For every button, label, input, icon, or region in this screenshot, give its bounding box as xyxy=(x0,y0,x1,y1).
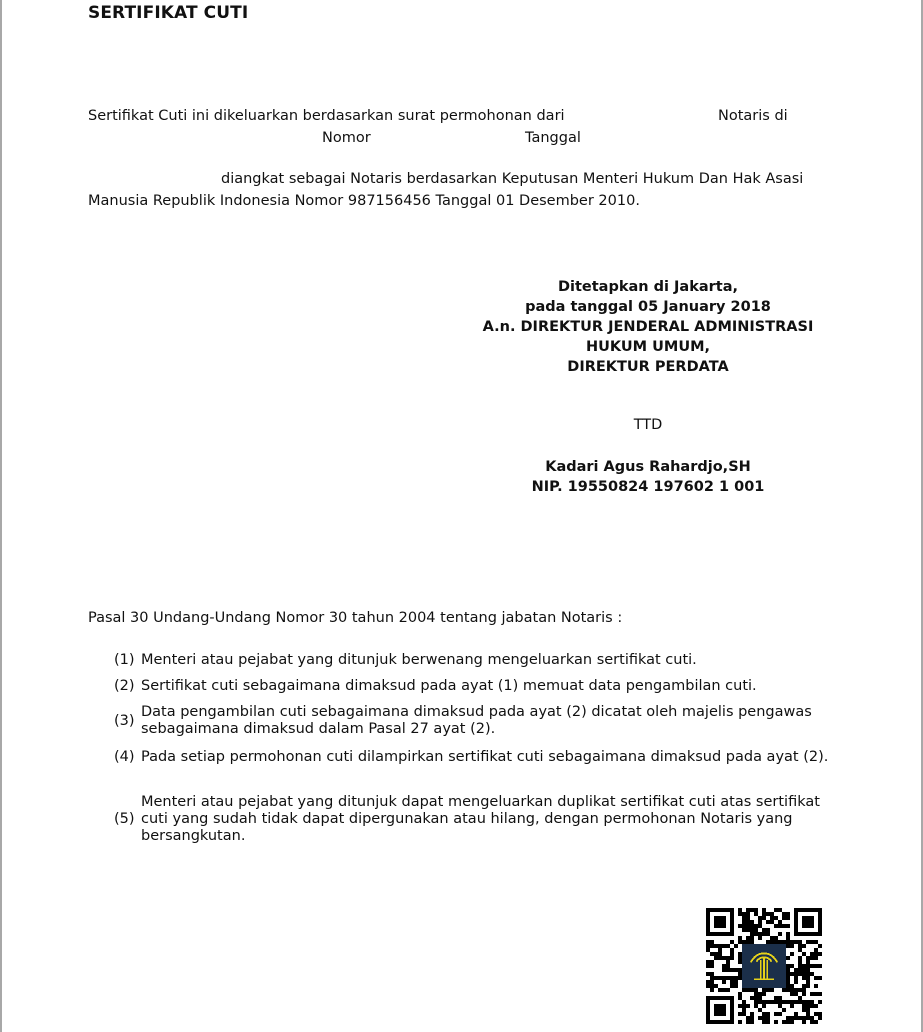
legal-item xyxy=(114,704,844,738)
legal-item-number: (3) xyxy=(114,712,135,729)
legal-item-text: Data pengambilan cuti sebagaimana dimaksud pada ayat (2) dicatat oleh majelis pengawas sebagaimana dimaksud dalam Pasal 27 ayat (2). xyxy=(141,704,812,737)
sign-position: DIREKTUR PERDATA xyxy=(567,359,729,375)
intro-notaris: Notaris di xyxy=(718,108,788,124)
legal-item-number: (2) xyxy=(114,678,135,694)
page-edge-left xyxy=(0,0,2,1032)
signer-nip: NIP. 19550824 197602 1 001 xyxy=(531,479,765,495)
intro-tanggal: Tanggal xyxy=(525,130,581,146)
appointment-line-1: diangkat sebagai Notaris berdasarkan Keputusan Menteri Hukum Dan Hak Asasi xyxy=(221,171,804,187)
intro-text: Sertifikat Cuti ini dikeluarkan berdasarkan surat permohonan dari xyxy=(88,108,565,124)
qr-code-icon xyxy=(706,908,822,1024)
appointment-line-2: Manusia Republik Indonesia Nomor 987156456 Tanggal 01 Desember 2010. xyxy=(88,193,640,209)
legal-basis-heading: Pasal 30 Undang-Undang Nomor 30 tahun 2004 tentang jabatan Notaris : xyxy=(88,610,623,626)
legal-item xyxy=(114,678,844,695)
legal-item-text: Pada setiap permohonan cuti dilampirkan sertifikat cuti sebagaimana dimaksud pada ayat (2). xyxy=(141,749,829,765)
legal-item-text: Menteri atau pejabat yang ditunjuk berwenang mengeluarkan sertifikat cuti. xyxy=(141,652,697,668)
signature-block xyxy=(478,277,818,377)
legal-item-number: (1) xyxy=(114,652,135,668)
document-title: SERTIFIKAT CUTI xyxy=(88,3,249,23)
intro-nomor: Nomor xyxy=(322,130,371,146)
legal-item xyxy=(114,794,844,845)
sign-date: pada tanggal 05 January 2018 xyxy=(525,299,771,315)
legal-item xyxy=(114,749,844,766)
legal-item-number: (5) xyxy=(114,811,135,827)
signer xyxy=(478,457,818,497)
legal-item-number: (4) xyxy=(114,749,135,765)
sign-on-behalf-cont: HUKUM UMUM, xyxy=(585,339,711,355)
legal-item xyxy=(114,652,844,669)
signer-name: Kadari Agus Rahardjo,SH xyxy=(545,459,751,475)
sign-place: Ditetapkan di Jakarta, xyxy=(557,279,739,295)
legal-item-text: Menteri atau pejabat yang ditunjuk dapat mengeluarkan duplikat sertifikat cuti atas sertifikat cuti yang sudah tidak dapat dipergunakan atau hilang, dengan permohonan Notaris yang bersangkutan. xyxy=(141,794,820,844)
sign-on-behalf: A.n. DIREKTUR JENDERAL ADMINISTRASI xyxy=(482,319,814,335)
ministry-logo-icon xyxy=(742,944,786,988)
legal-item-text: Sertifikat cuti sebagaimana dimaksud pada ayat (1) memuat data pengambilan cuti. xyxy=(141,678,757,694)
ttd-label: TTD xyxy=(633,417,663,433)
